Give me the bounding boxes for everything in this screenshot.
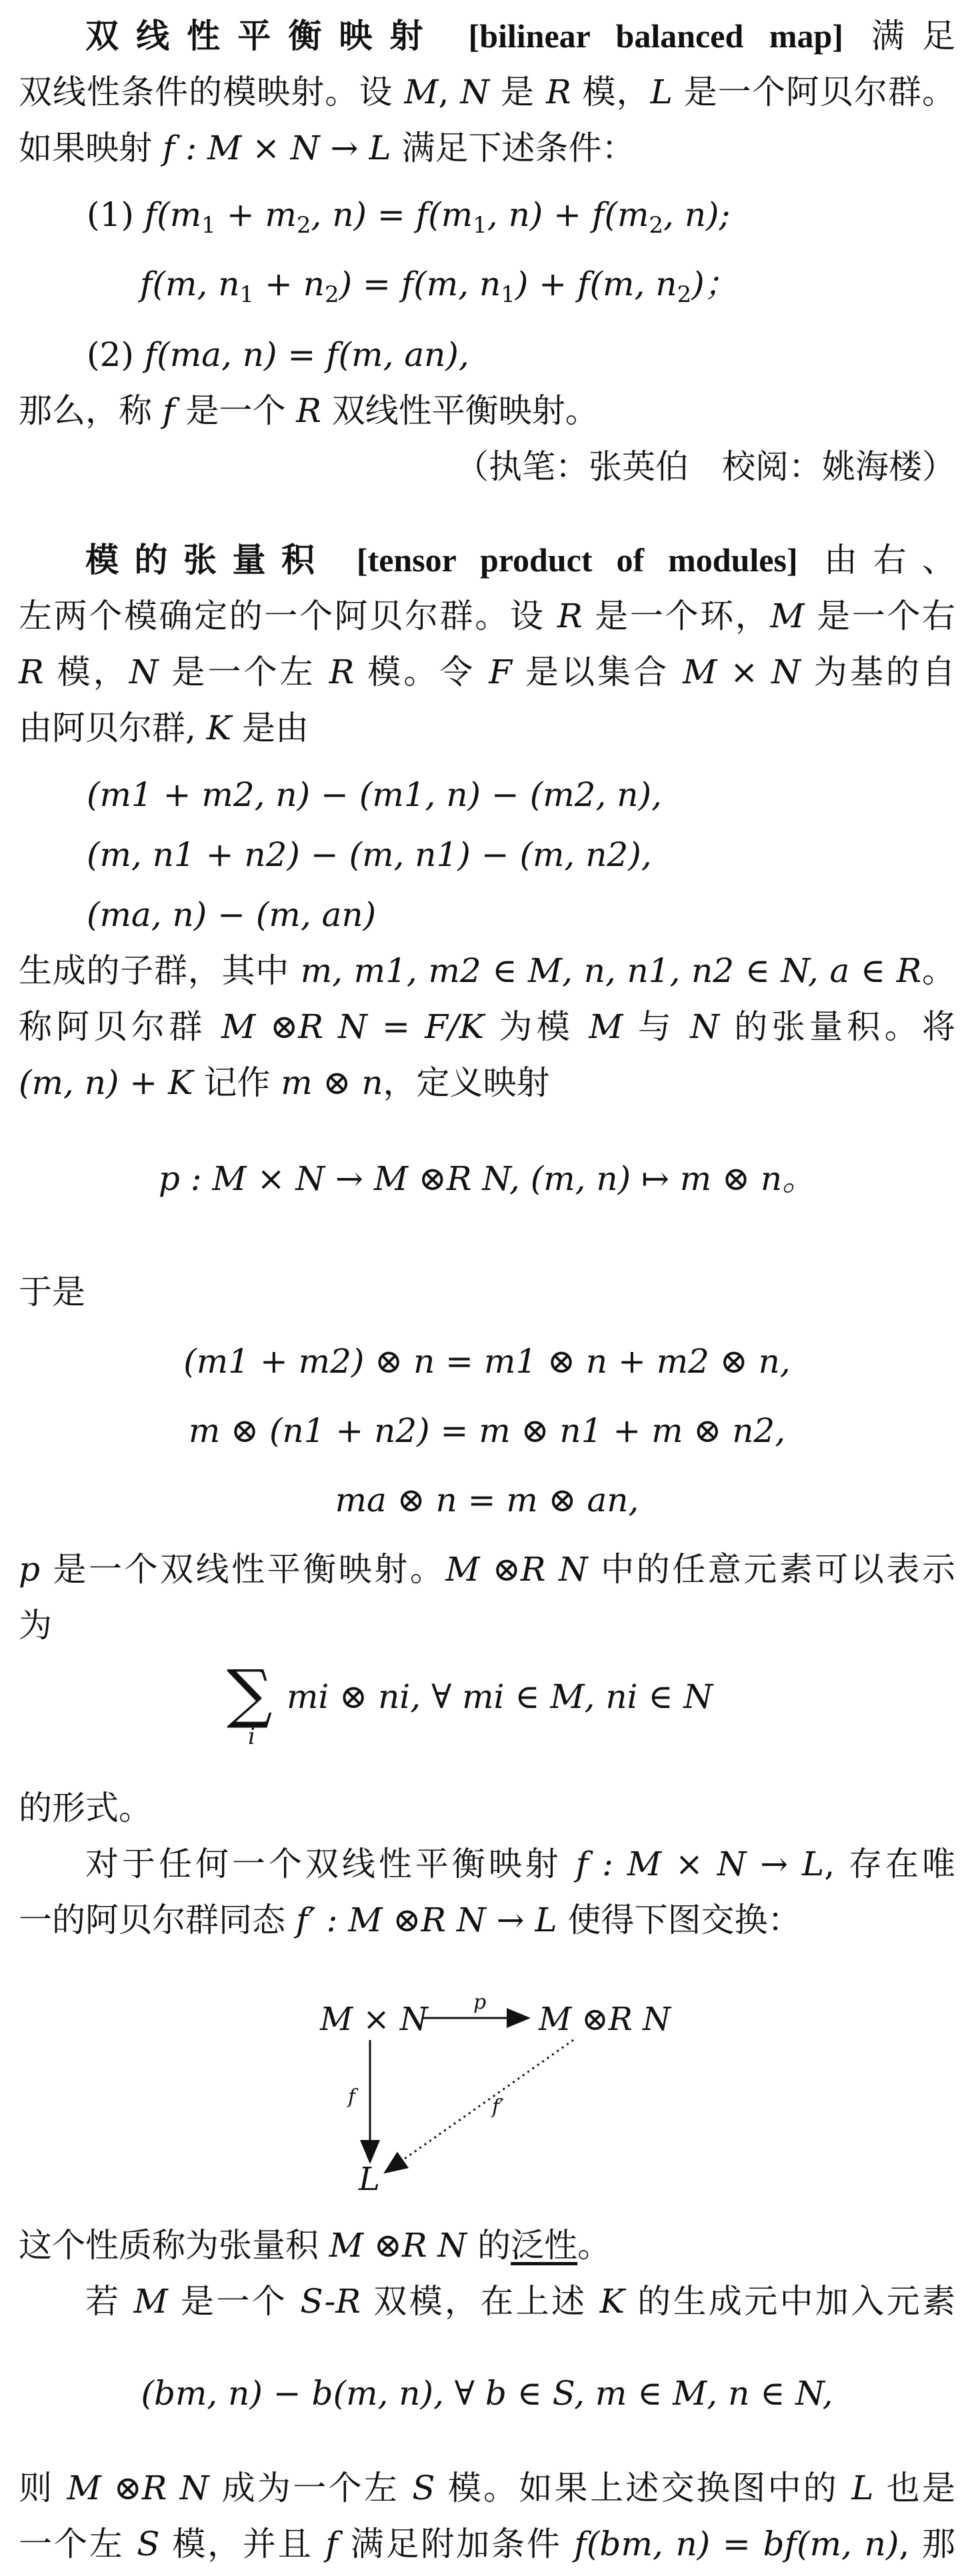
tensor-identity-3: ma ⊗ n = m ⊗ an,: [335, 1481, 639, 1519]
projection-map-equation: p : M × N → M ⊗R N, (m, n) ↦ m ⊗ n。: [158, 1159, 816, 1198]
entry1-term: 双线性平衡映射: [85, 17, 441, 55]
diagram-node-L: L: [359, 2161, 380, 2197]
sum-expression: mi ⊗ ni, ∀ mi ∈ M, ni ∈ N: [287, 1677, 713, 1716]
entry1-credit: （执笔：张英伯 校阅：姚海楼）: [455, 447, 955, 486]
entry2-line4: 由阿贝尔群, K 是由: [19, 709, 309, 747]
diagram-arrow-f-prime: [387, 2040, 573, 2171]
entry2-line7: (m, n) + K 记作 m ⊗ n，定义映射: [19, 1063, 550, 1102]
entry2-line8: p 是一个双线性平衡映射。M ⊗R N 中的任意元素可以表示: [19, 1550, 955, 1589]
entry1-condition1b: f(m, $n_1 + n_2) = f(m$, $n_1) + f(m$, $n_2$)；: [140, 265, 738, 308]
entry2-line16: 一个左 S 模，并且 f 满足附加条件 f(bm, n) = bf(m, n), 那: [19, 2525, 955, 2563]
entry2-line11: 对于任何一个双线性平衡映射 f : M × N → L, 存在唯: [85, 1845, 955, 1883]
entry2-line9: 为: [19, 1606, 52, 1645]
universal-property-link[interactable]: 泛性: [511, 2226, 578, 2265]
entry1-line1-tail: 满足: [871, 17, 956, 55]
entry2-line10: 的形式。: [19, 1789, 152, 1827]
sum-index: i: [248, 1723, 255, 1750]
entry2-yushi: 于是: [19, 1273, 85, 1311]
entry2-line15: 则 M ⊗R N 成为一个左 S 模。如果上述交换图中的 L 也是: [19, 2469, 955, 2507]
entry2-line3: R 模，N 是一个左 R 模。令 F 是以集合 M × N 为基的自: [19, 653, 955, 691]
extra-generator: (bm, n) − b(m, n), ∀ b ∈ S, m ∈ M, n ∈ N,: [141, 2374, 833, 2413]
generator-2: (m, n1 + n2) − (m, n1) − (m, n2),: [87, 835, 652, 874]
generator-1: (m1 + m2, n) − (m1, n) − (m2, n),: [87, 775, 662, 814]
entry2-line5: 生成的子群，其中 m, m1, m2 ∈ M, n, n1, n2 ∈ N, a ∈ R。: [19, 951, 955, 990]
commutative-diagram: [313, 1983, 687, 2197]
entry2-line13: 这个性质称为张量积 M ⊗R N 的泛性。: [19, 2226, 611, 2265]
entry2-heading-line: [19, 539, 955, 581]
diagram-node-MxN: M × N: [320, 2001, 428, 2038]
entry2-english-term: [tensor product of modules]: [356, 541, 798, 579]
entry2-line12: 一的阿贝尔群同态 f′ : M ⊗R N → L 使得下图交换：: [19, 1901, 801, 1939]
diagram-label-p: p: [473, 1991, 487, 2014]
entry2-line6: 称阿贝尔群 M ⊗R N = F/K 为模 M 与 N 的张量积。将: [19, 1007, 955, 1046]
generator-3: (ma, n) − (m, an): [87, 895, 377, 934]
entry1-conclusion: 那么，称 f 是一个 R 双线性平衡映射。: [19, 391, 599, 430]
entry2-line2: 左两个模确定的一个阿贝尔群。设 R 是一个环，M 是一个右: [19, 597, 955, 635]
entry2-line14: 若 M 是一个 S-R 双模，在上述 K 的生成元中加入元素: [85, 2282, 955, 2321]
entry2-line1-tail: 由右、: [824, 541, 956, 579]
tensor-identity-2: m ⊗ (n1 + n2) = m ⊗ n1 + m ⊗ n2,: [188, 1411, 786, 1450]
sum-representation: [227, 1657, 760, 1750]
entry1-english-term: [bilinear balanced map]: [468, 17, 843, 55]
entry1-line2: 双线性条件的模映射。设 M, N 是 R 模，L 是一个阿贝尔群。: [19, 73, 955, 111]
entry1-condition1: (1) $f(m_1 + m_2$, $n) = f(m_1$, $n) + f(m_2$, n);: [87, 195, 731, 239]
entry2-term: 模的张量积: [85, 541, 331, 579]
tensor-identity-1: (m1 + m2) ⊗ n = m1 ⊗ n + m2 ⊗ n,: [183, 1342, 791, 1381]
diagram-label-f-prime: f′: [492, 2095, 504, 2119]
entry1-line3: 如果映射 f : M × N → L 满足下述条件：: [19, 129, 635, 167]
diagram-node-tensor: M ⊗R N: [539, 2001, 671, 2038]
entry1-condition2: (2) f(ma, n) = f(m, an),: [87, 335, 469, 374]
sum-symbol: ∑: [227, 1656, 273, 1731]
diagram-label-f: f: [348, 2085, 356, 2109]
entry1-heading-line: [19, 15, 955, 57]
